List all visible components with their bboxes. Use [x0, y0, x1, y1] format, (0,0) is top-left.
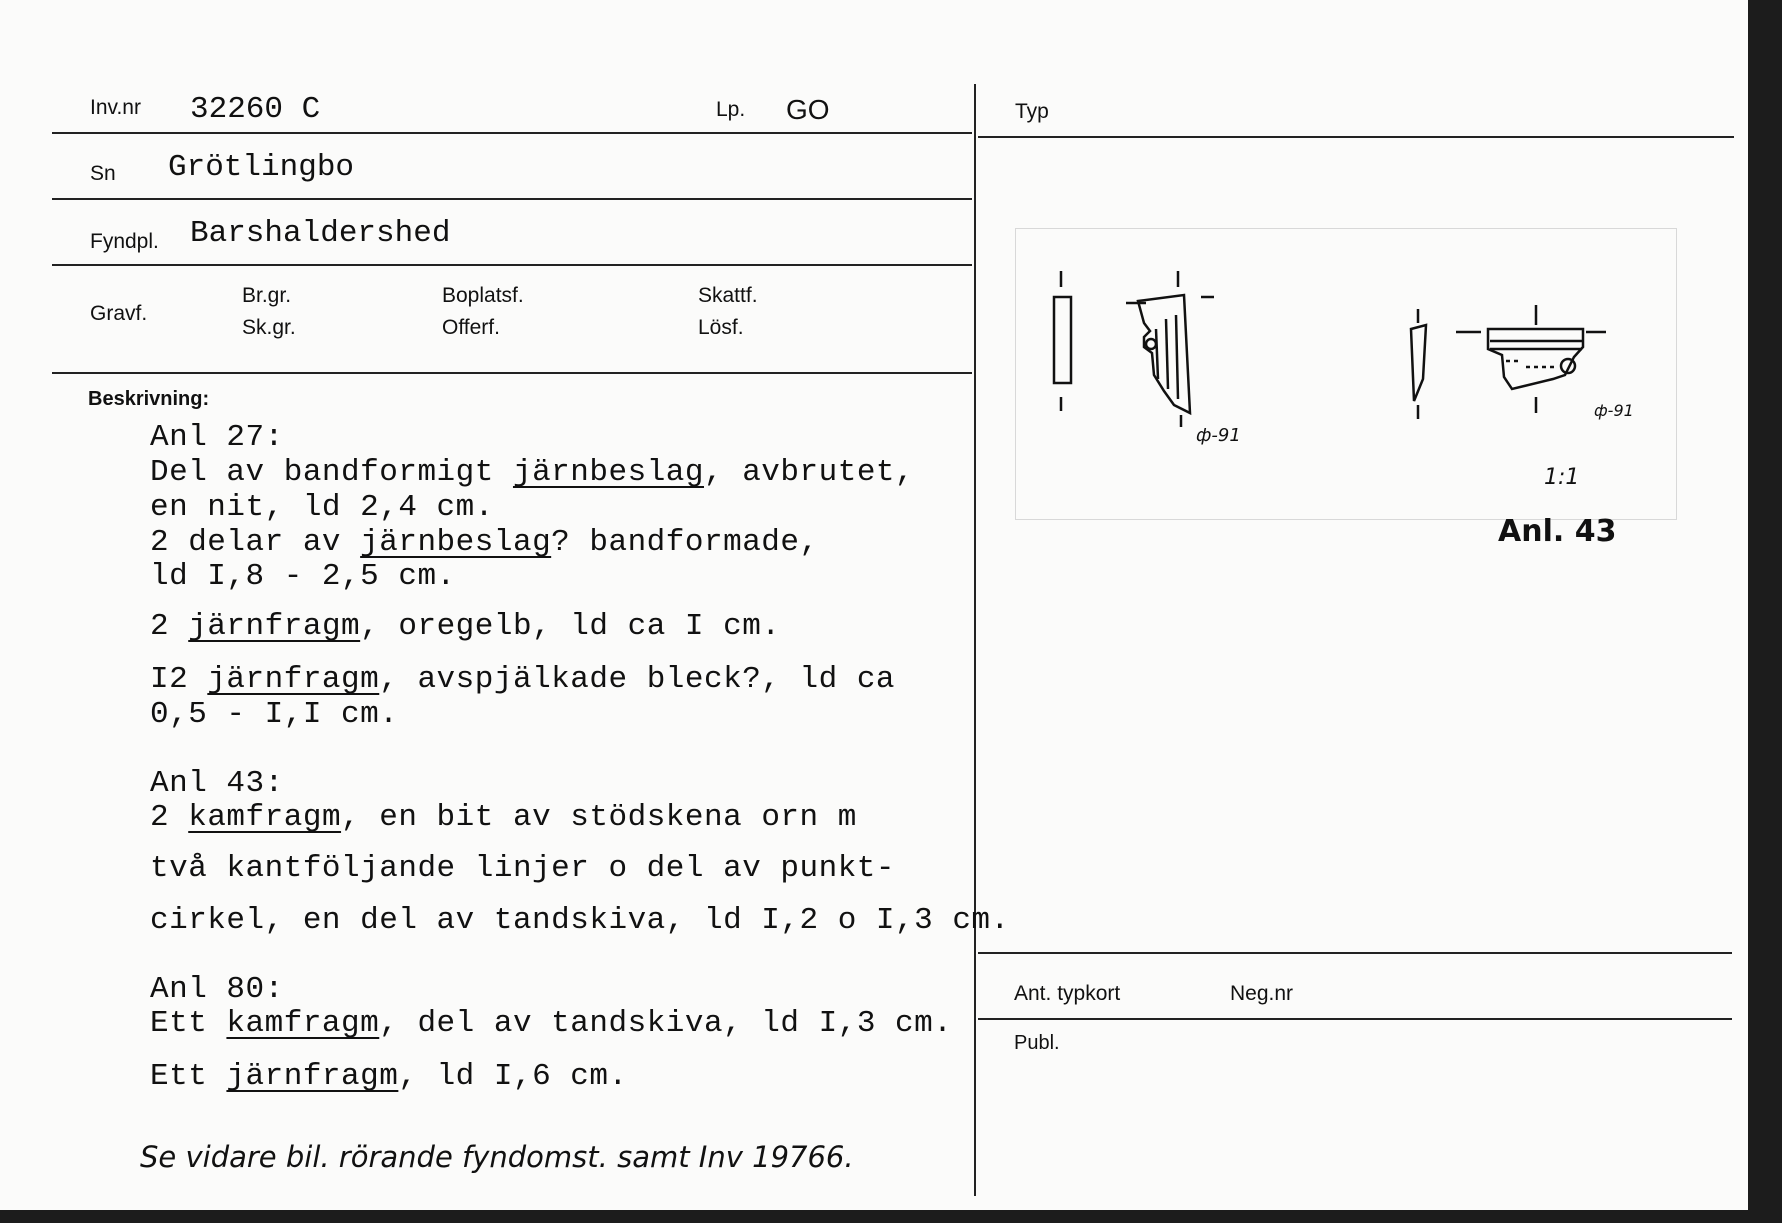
skattf-label: Skattf. — [698, 284, 758, 307]
typ-label: Typ — [1015, 100, 1049, 123]
desc-line-15: Ett järnfragm, ld I,6 cm. — [150, 1059, 628, 1094]
desc-line-4: 2 delar av järnbeslag? bandformade, — [150, 525, 819, 560]
negnr-label: Neg.nr — [1230, 982, 1294, 1005]
losf-label: Lösf. — [698, 316, 744, 339]
invnr-value: 32260 C — [190, 92, 321, 127]
publ-label: Publ. — [1014, 1032, 1060, 1054]
divider-categories — [52, 372, 972, 374]
divider-fyndpl — [52, 264, 972, 266]
gravf-label: Gravf. — [90, 302, 148, 325]
artifact-drawing — [1015, 228, 1677, 520]
beskrivning-label: Beskrivning: — [88, 388, 210, 410]
scale-label-left: ф-91 — [1196, 425, 1241, 446]
desc-line-2: Del av bandformigt järnbeslag, avbrutet, — [150, 455, 915, 490]
offerf-label: Offerf. — [442, 316, 500, 339]
desc-line-5: ld I,8 - 2,5 cm. — [150, 559, 456, 594]
desc-line-13: Anl 80: — [150, 972, 284, 1007]
desc-line-11: två kantföljande linjer o del av punkt- — [150, 851, 896, 886]
sn-label: Sn — [90, 162, 116, 185]
desc-line-14: Ett kamfragm, del av tandskiva, ld I,3 cm. — [150, 1006, 953, 1041]
brgr-label: Br.gr. — [242, 284, 292, 307]
lp-label: Lp. — [716, 98, 746, 121]
sn-value: Grötlingbo — [168, 150, 355, 185]
scale-label-right: ф-91 — [1594, 401, 1634, 420]
fyndpl-value: Barshaldershed — [190, 216, 451, 251]
divider-footer-top — [978, 952, 1732, 954]
vertical-divider — [974, 84, 976, 1196]
ant-typkort-label: Ant. typkort — [1014, 982, 1121, 1005]
divider-header — [52, 132, 972, 134]
desc-line-10: 2 kamfragm, en bit av stödskena orn m — [150, 800, 857, 835]
desc-line-7: I2 järnfragm, avspjälkade bleck?, ld ca — [150, 662, 896, 697]
desc-line-1: Anl 27: — [150, 420, 284, 455]
desc-line-6: 2 järnfragm, oregelb, ld ca I cm. — [150, 609, 781, 644]
desc-line-3: en nit, ld 2,4 cm. — [150, 490, 494, 525]
boplatsf-label: Boplatsf. — [442, 284, 524, 307]
invnr-label: Inv.nr — [90, 96, 141, 119]
lp-value: GO — [786, 94, 830, 125]
divider-footer-mid — [978, 1018, 1732, 1020]
anl-43-label: Anl. 43 — [1498, 514, 1617, 549]
desc-line-9: Anl 43: — [150, 766, 284, 801]
ratio-label: 1:1 — [1544, 465, 1580, 490]
fyndpl-label: Fyndpl. — [90, 230, 159, 253]
divider-sn — [52, 198, 972, 200]
handwritten-note: Se vidare bil. rörande fyndomst. samt Inv 19766. — [140, 1140, 854, 1174]
skgr-label: Sk.gr. — [242, 316, 296, 339]
desc-line-8: 0,5 - I,I cm. — [150, 697, 399, 732]
desc-line-12: cirkel, en del av tandskiva, ld I,2 o I,3 cm. — [150, 903, 1010, 938]
divider-typ — [978, 136, 1734, 138]
